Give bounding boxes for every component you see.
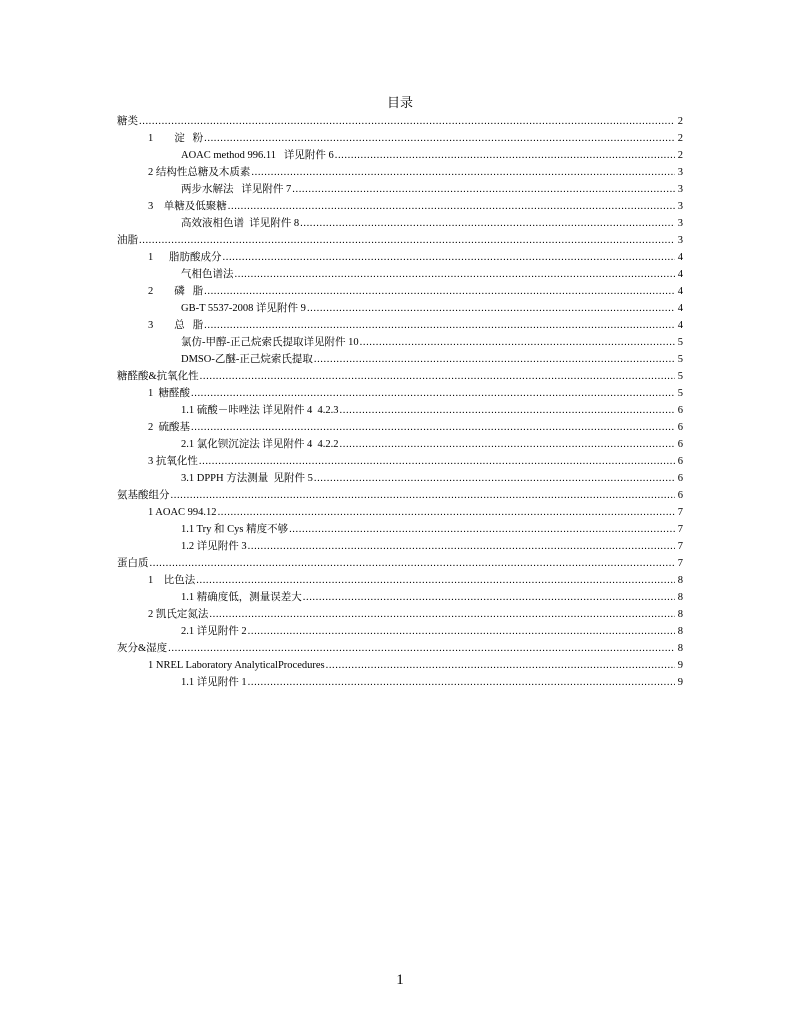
- toc-entry[interactable]: [117, 469, 683, 486]
- dot-leader: [340, 404, 676, 418]
- toc-entry-title: 1.2 详见附件 3: [181, 541, 247, 552]
- table-of-contents: [117, 112, 683, 690]
- toc-entry[interactable]: [117, 282, 683, 299]
- toc-entry-title: 1 淀 粉: [148, 133, 204, 144]
- toc-entry-title: 氯仿-甲醇-正己烷索氏提取详见附件 10: [181, 337, 359, 348]
- toc-entry-page: 3: [677, 167, 683, 178]
- dot-leader: [303, 591, 675, 605]
- toc-entry[interactable]: [117, 333, 683, 350]
- toc-entry-title: 氨基酸组分: [117, 490, 170, 501]
- toc-entry[interactable]: [117, 571, 683, 588]
- toc-entry-page: 3: [677, 201, 683, 212]
- toc-entry-page: 9: [677, 677, 683, 688]
- toc-entry-title: 2 结构性总糖及木质素: [148, 167, 251, 178]
- toc-entry-page: 8: [677, 592, 683, 603]
- toc-entry-page: 2: [677, 116, 683, 127]
- dot-leader: [200, 370, 675, 384]
- toc-entry[interactable]: [117, 265, 683, 282]
- dot-leader: [228, 200, 675, 214]
- toc-entry-page: 4: [677, 286, 683, 297]
- dot-leader: [292, 183, 675, 197]
- dot-leader: [289, 523, 675, 537]
- dot-leader: [248, 676, 675, 690]
- toc-entry[interactable]: [117, 350, 683, 367]
- toc-entry[interactable]: [117, 299, 683, 316]
- dot-leader: [150, 557, 676, 571]
- toc-entry-title: 1 脂肪酸成分: [148, 252, 222, 263]
- toc-entry[interactable]: [117, 537, 683, 554]
- dot-leader: [139, 115, 675, 129]
- toc-entry-page: 7: [677, 507, 683, 518]
- toc-entry-title: 1 NREL Laboratory AnalyticalProcedures: [148, 660, 325, 671]
- toc-entry-title: DMSO-乙醚-正己烷索氏提取: [181, 354, 313, 365]
- toc-entry-title: 糖类: [117, 116, 138, 127]
- toc-entry-title: GB-T 5537-2008 详见附件 9: [181, 303, 306, 314]
- dot-leader: [235, 268, 676, 282]
- toc-entry-page: 7: [677, 524, 683, 535]
- toc-entry-page: 4: [677, 269, 683, 280]
- toc-entry-title: 2 凯氏定氮法: [148, 609, 209, 620]
- dot-leader: [223, 251, 676, 265]
- toc-entry-page: 5: [677, 388, 683, 399]
- toc-entry[interactable]: [117, 673, 683, 690]
- toc-entry-page: 7: [677, 558, 683, 569]
- toc-entry-title: 1.1 Try 和 Cys 精度不够: [181, 524, 289, 535]
- toc-entry-title: 两步水解法 详见附件 7: [181, 184, 292, 195]
- toc-entry-title: 1.1 硫酸－咔唑法 详见附件 4 4.2.3: [181, 405, 339, 416]
- toc-entry-page: 3: [677, 235, 683, 246]
- dot-leader: [196, 574, 675, 588]
- dot-leader: [360, 336, 675, 350]
- dot-leader: [204, 319, 675, 333]
- toc-entry-title: 1 AOAC 994.12: [148, 507, 217, 518]
- toc-entry-page: 4: [677, 303, 683, 314]
- toc-entry-page: 4: [677, 320, 683, 331]
- dot-leader: [300, 217, 675, 231]
- toc-entry-page: 6: [677, 473, 683, 484]
- dot-leader: [191, 387, 675, 401]
- toc-entry[interactable]: [117, 367, 683, 384]
- dot-leader: [326, 659, 675, 673]
- toc-entry[interactable]: [117, 418, 683, 435]
- toc-entry-page: 5: [677, 371, 683, 382]
- toc-entry[interactable]: [117, 656, 683, 673]
- toc-entry[interactable]: [117, 486, 683, 503]
- dot-leader: [199, 455, 675, 469]
- toc-entry[interactable]: [117, 554, 683, 571]
- toc-entry-page: 7: [677, 541, 683, 552]
- toc-entry-title: 糖醛酸&抗氧化性: [117, 371, 199, 382]
- toc-entry-page: 8: [677, 575, 683, 586]
- dot-leader: [218, 506, 675, 520]
- toc-entry[interactable]: [117, 401, 683, 418]
- page-title: 目录: [386, 95, 413, 110]
- toc-entry[interactable]: [117, 588, 683, 605]
- toc-entry-page: 3: [677, 218, 683, 229]
- toc-entry[interactable]: [117, 639, 683, 656]
- toc-entry-title: 3 总 脂: [148, 320, 204, 331]
- toc-entry-title: 3 抗氧化性: [148, 456, 198, 467]
- toc-entry[interactable]: [117, 112, 683, 129]
- toc-entry-page: 6: [677, 490, 683, 501]
- dot-leader: [251, 166, 675, 180]
- toc-entry[interactable]: [117, 214, 683, 231]
- toc-entry-page: 6: [677, 405, 683, 416]
- dot-leader: [307, 302, 675, 316]
- toc-entry[interactable]: [117, 197, 683, 214]
- toc-entry-title: 蛋白质: [117, 558, 149, 569]
- dot-leader: [340, 438, 676, 452]
- dot-leader: [314, 353, 675, 367]
- dot-leader: [209, 608, 675, 622]
- toc-entry-page: 9: [677, 660, 683, 671]
- dot-leader: [248, 625, 675, 639]
- dot-leader: [248, 540, 675, 554]
- toc-entry-page: 5: [677, 354, 683, 365]
- toc-entry[interactable]: [117, 231, 683, 248]
- toc-entry-title: AOAC method 996.11 详见附件 6: [181, 150, 334, 161]
- dot-leader: [204, 132, 675, 146]
- toc-entry-title: 高效液相色谱 详见附件 8: [181, 218, 300, 229]
- toc-entry[interactable]: [117, 129, 683, 146]
- toc-entry-title: 1 比色法: [148, 575, 196, 586]
- toc-entry[interactable]: [117, 146, 683, 163]
- toc-entry-page: 6: [677, 439, 683, 450]
- toc-entry-title: 3 单糖及低聚糖: [148, 201, 227, 212]
- toc-entry[interactable]: [117, 520, 683, 537]
- toc-entry-title: 灰分&湿度: [117, 643, 168, 654]
- toc-entry[interactable]: [117, 163, 683, 180]
- toc-entry-page: 8: [677, 643, 683, 654]
- toc-entry[interactable]: [117, 503, 683, 520]
- toc-entry-title: 油脂: [117, 235, 138, 246]
- toc-entry-page: 3: [677, 184, 683, 195]
- toc-entry-page: 8: [677, 609, 683, 620]
- toc-entry-title: 3.1 DPPH 方法测量 见附件 5: [181, 473, 313, 484]
- toc-entry-page: 5: [677, 337, 683, 348]
- toc-entry-title: 2 磷 脂: [148, 286, 204, 297]
- toc-entry[interactable]: [117, 248, 683, 265]
- dot-leader: [314, 472, 675, 486]
- toc-entry[interactable]: [117, 180, 683, 197]
- toc-entry-title: 2.1 详见附件 2: [181, 626, 247, 637]
- toc-entry[interactable]: [117, 452, 683, 469]
- toc-entry-title: 气相色谱法: [181, 269, 234, 280]
- toc-entry-title: 1 糖醛酸: [148, 388, 190, 399]
- dot-leader: [204, 285, 675, 299]
- dot-leader: [139, 234, 675, 248]
- toc-entry-page: 6: [677, 456, 683, 467]
- toc-entry[interactable]: [117, 316, 683, 333]
- dot-leader: [168, 642, 675, 656]
- toc-entry[interactable]: [117, 622, 683, 639]
- page-number: 1: [396, 972, 404, 988]
- toc-entry-title: 1.1 精确度低，测量误差大: [181, 592, 302, 603]
- toc-entry[interactable]: [117, 605, 683, 622]
- dot-leader: [191, 421, 675, 435]
- toc-entry-page: 4: [677, 252, 683, 263]
- toc-entry-page: 2: [677, 150, 683, 161]
- toc-entry-title: 2.1 氯化钡沉淀法 详见附件 4 4.2.2: [181, 439, 339, 450]
- toc-entry-page: 2: [677, 133, 683, 144]
- toc-entry-page: 8: [677, 626, 683, 637]
- toc-entry-title: 1.1 详见附件 1: [181, 677, 247, 688]
- dot-leader: [335, 149, 675, 163]
- toc-entry-title: 2 硫酸基: [148, 422, 190, 433]
- toc-entry[interactable]: [117, 435, 683, 452]
- dot-leader: [171, 489, 676, 503]
- toc-entry-page: 6: [677, 422, 683, 433]
- toc-entry[interactable]: [117, 384, 683, 401]
